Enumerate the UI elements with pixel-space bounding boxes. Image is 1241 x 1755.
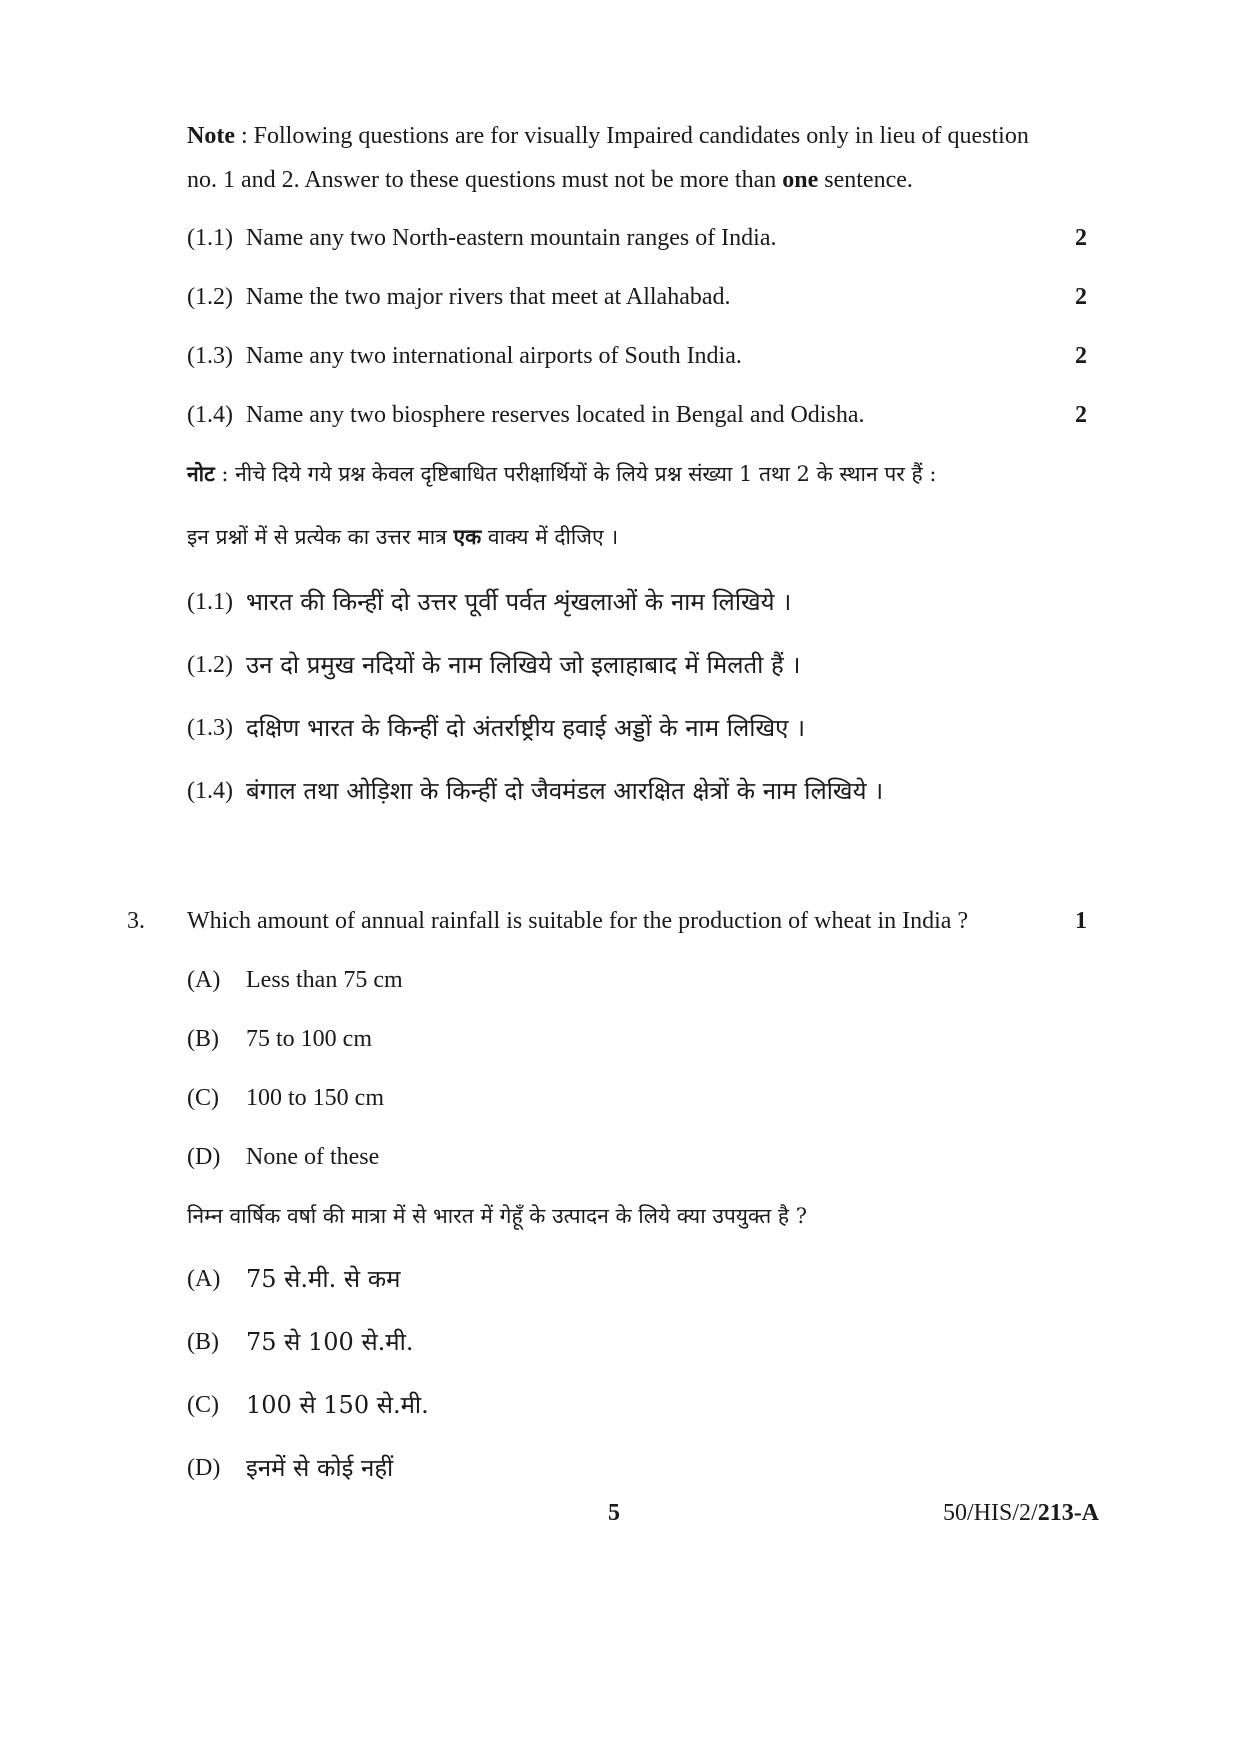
question-3-number: 3. [127,908,145,934]
question-3-text-en: Which amount of annual rainfall is suitable for the production of wheat in India ? [187,908,969,934]
sub-question-en-4-marks: 2 [1075,402,1087,428]
option-en-b-label: (B) [187,1026,219,1052]
option-en-d-label: (D) [187,1144,221,1170]
sub-question-en-1-number: (1.1) [187,225,233,251]
sub-question-en-2-number: (1.2) [187,284,233,310]
option-en-a-text: Less than 75 cm [246,967,403,993]
sub-question-en-3-text: Name any two international airports of South India. [246,343,742,369]
note-hi-text-2: इन प्रश्नों में से प्रत्येक का उत्तर मात्र [187,525,454,549]
paper-code-bold: 213-A [1037,1500,1100,1526]
option-hi-d-text: इनमें से कोई नहीं [246,1454,394,1482]
page-number: 5 [608,1500,620,1526]
sub-question-en-1-marks: 2 [1075,225,1087,251]
sub-question-en-4-number: (1.4) [187,402,233,428]
question-3-marks: 1 [1075,908,1087,934]
option-en-a-label: (A) [187,967,221,993]
option-en-c-text: 100 to 150 cm [246,1085,384,1111]
option-en-c-label: (C) [187,1085,219,1111]
note-en-text-1: : Following questions are for visually Impaired candidates only in lieu of question [234,123,1029,149]
sub-question-en-1-text: Name any two North-eastern mountain ranges of India. [246,225,777,251]
note-en-text-3: sentence. [818,167,913,193]
option-hi-c-text: 100 से 150 से.मी. [246,1391,429,1419]
question-3-text-hi: निम्न वार्षिक वर्षा की मात्रा में से भारत में गेहूँ के उत्पादन के लिये क्या उपयुक्त है ? [187,1204,807,1228]
option-hi-d-label: (D) [187,1455,221,1481]
option-hi-c-label: (C) [187,1392,219,1418]
note-en-bold: one [782,167,819,193]
note-hi-bold: एक [453,524,482,549]
note-hi-label: नोट [187,461,215,486]
option-en-b-text: 75 to 100 cm [246,1026,372,1052]
option-hi-b-text: 75 से 100 से.मी. [246,1328,414,1356]
sub-question-hi-3-number: (1.3) [187,715,233,741]
option-hi-a-label: (A) [187,1266,221,1292]
note-hi-text-3: वाक्य में दीजिए । [481,525,619,549]
sub-question-en-2-text: Name the two major rivers that meet at Allahabad. [246,284,731,310]
option-en-d-text: None of these [246,1144,380,1170]
note-hi-line-2 [187,522,618,552]
sub-question-hi-4-text: बंगाल तथा ओड़िशा के किन्हीं दो जैवमंडल आरक्षित क्षेत्रों के नाम लिखिये । [246,777,884,805]
option-hi-b-label: (B) [187,1329,219,1355]
sub-question-hi-4-number: (1.4) [187,778,233,804]
sub-question-hi-1-number: (1.1) [187,589,233,615]
sub-question-hi-2-number: (1.2) [187,652,233,678]
sub-question-en-4-text: Name any two biosphere reserves located in Bengal and Odisha. [246,402,865,428]
sub-question-hi-3-text: दक्षिण भारत के किन्हीं दो अंतर्राष्ट्रीय हवाई अड्डों के नाम लिखिए । [246,714,806,742]
option-hi-a-text: 75 से.मी. से कम [246,1265,401,1293]
paper-code [943,1500,1099,1527]
note-en-line-2 [187,165,913,195]
sub-question-hi-2-text: उन दो प्रमुख नदियों के नाम लिखिये जो इलाहाबाद में मिलती हैं । [246,651,801,679]
note-en-line-1 [187,121,1029,151]
sub-question-en-3-number: (1.3) [187,343,233,369]
paper-code-prefix: 50/HIS/2/ [943,1500,1038,1526]
sub-question-hi-1-text: भारत की किन्हीं दो उत्तर पूर्वी पर्वत शृंखलाओं के नाम लिखिये । [246,588,792,616]
sub-question-en-2-marks: 2 [1075,284,1087,310]
note-en-text-2: no. 1 and 2. Answer to these questions must not be more than [187,167,783,193]
note-en-label: Note [187,123,235,149]
sub-question-en-3-marks: 2 [1075,343,1087,369]
note-hi-line-1 [187,459,936,489]
note-hi-text-1: : नीचे दिये गये प्रश्न केवल दृष्टिबाधित परीक्षार्थियों के लिये प्रश्न संख्या 1 तथा 2 के स्थान पर हैं : [214,462,937,486]
